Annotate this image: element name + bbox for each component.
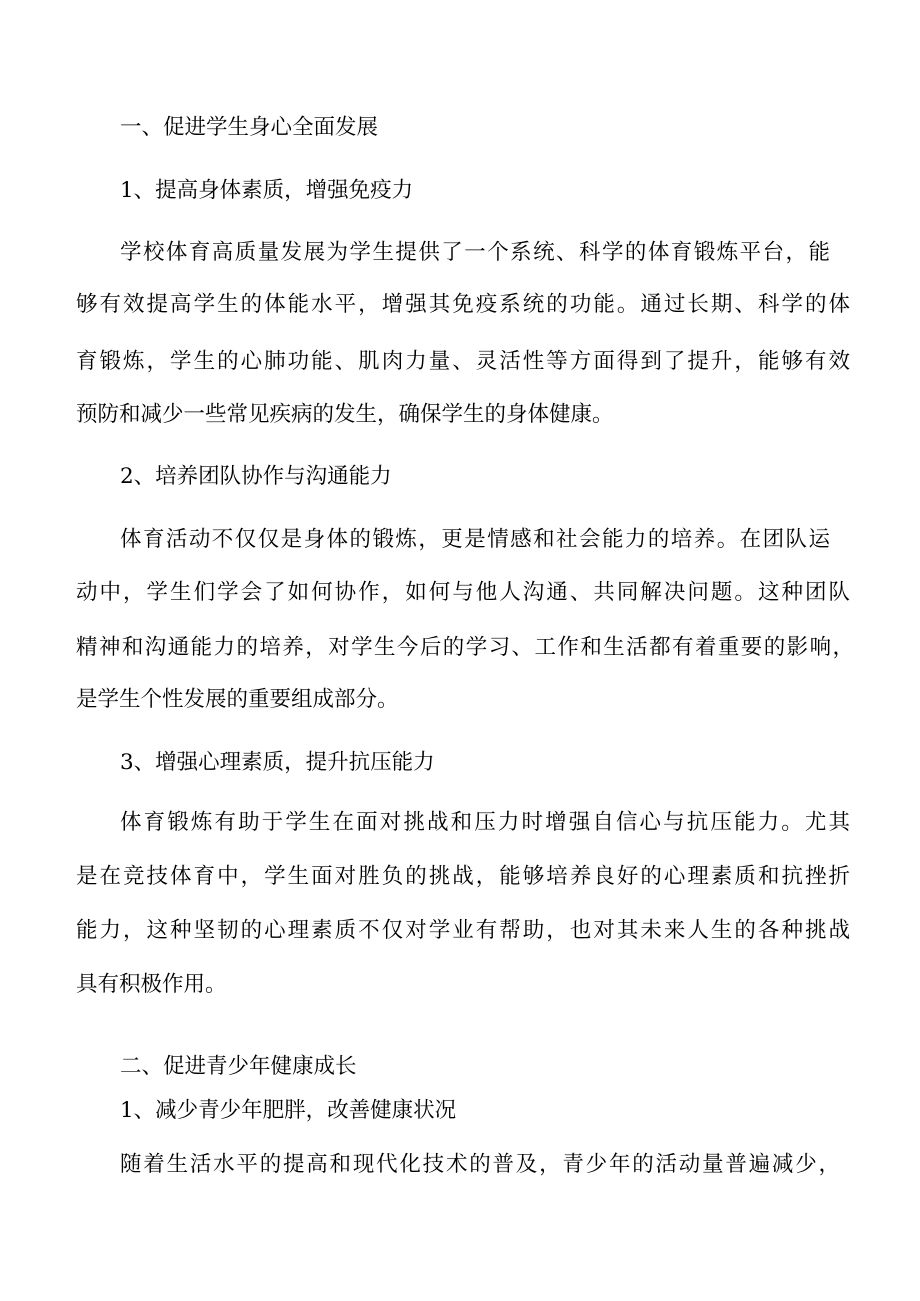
section-1-heading: 一、促进学生身心全面发展 — [120, 115, 379, 140]
paragraph-1-3-line-2: 是在竞技体育中，学生面对胜负的挑战，能够培养良好的心理素质和抗挫折 — [76, 864, 850, 889]
subsection-2-1-heading: 1、减少青少年肥胖，改善健康状况 — [120, 1098, 457, 1123]
paragraph-1-1-line-3: 育锻炼，学生的心肺功能、肌肉力量、灵活性等方面得到了提升，能够有效 — [76, 349, 850, 374]
paragraph-1-2-line-2: 动中，学生们学会了如何协作，如何与他人沟通、共同解决问题。这种团队 — [76, 580, 850, 605]
paragraph-1-2-line-4: 是学生个性发展的重要组成部分。 — [76, 687, 399, 712]
subsection-1-1-heading: 1、提高身体素质，增强免疫力 — [120, 178, 414, 203]
paragraph-2-1-line-1: 随着生活水平的提高和现代化技术的普及，青少年的活动量普遍减少， — [120, 1152, 840, 1177]
subsection-1-3-heading: 3、增强心理素质，提升抗压能力 — [120, 750, 435, 775]
section-2-heading: 二、促进青少年健康成长 — [120, 1054, 357, 1079]
subsection-1-2-heading: 2、培养团队协作与沟通能力 — [120, 464, 392, 489]
paragraph-1-3-line-1: 体育锻炼有助于学生在面对挑战和压力时增强自信心与抗压能力。尤其 — [120, 810, 850, 835]
paragraph-1-1-line-2: 够有效提高学生的体能水平，增强其免疫系统的功能。通过长期、科学的体 — [76, 292, 850, 317]
paragraph-1-3-line-3: 能力，这种坚韧的心理素质不仅对学业有帮助，也对其未来人生的各种挑战 — [76, 918, 850, 943]
paragraph-1-2-line-1: 体育活动不仅仅是身体的锻炼，更是情感和社会能力的培养。在团队运 — [120, 527, 830, 552]
paragraph-1-1-line-1: 学校体育高质量发展为学生提供了一个系统、科学的体育锻炼平台，能 — [120, 240, 830, 265]
paragraph-1-2-line-3: 精神和沟通能力的培养，对学生今后的学习、工作和生活都有着重要的影响， — [76, 635, 854, 660]
paragraph-1-3-line-4: 具有积极作用。 — [76, 972, 227, 997]
paragraph-1-1-line-4: 预防和减少一些常见疾病的发生，确保学生的身体健康。 — [76, 402, 614, 427]
